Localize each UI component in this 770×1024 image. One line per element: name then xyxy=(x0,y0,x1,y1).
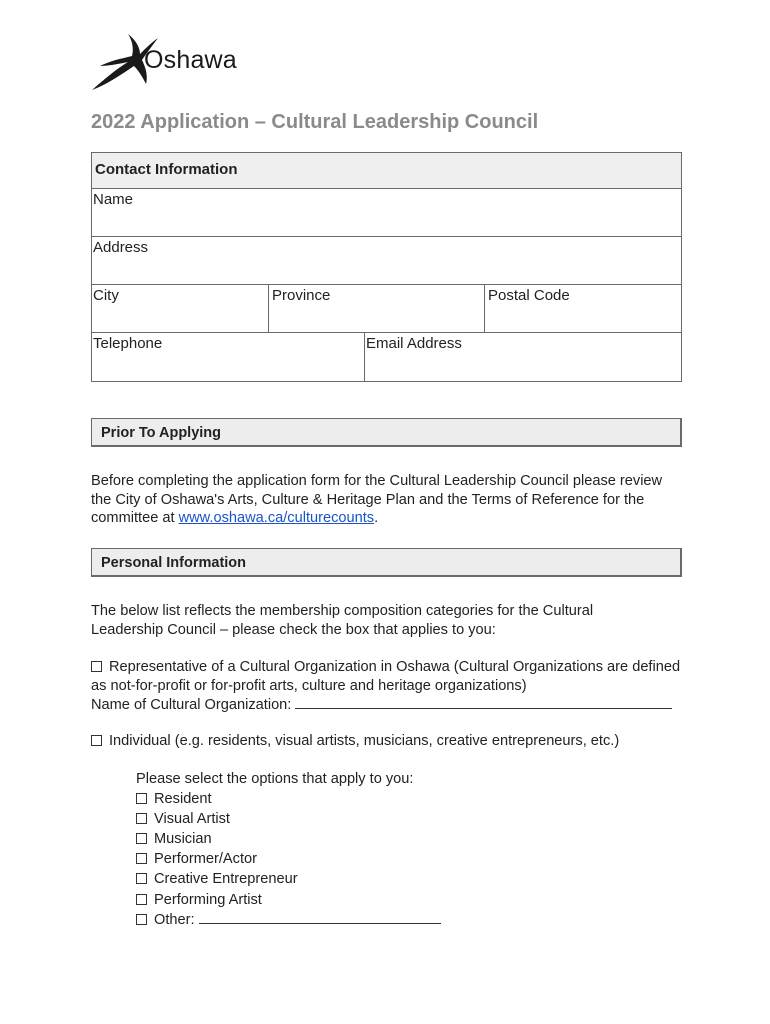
option-visual-artist xyxy=(136,809,441,829)
option-creative-entrepreneur xyxy=(136,869,441,889)
other-input[interactable] xyxy=(199,910,441,924)
logo-text: Oshawa xyxy=(144,45,237,74)
option-label: Resident xyxy=(154,791,212,808)
address-label: Address xyxy=(93,239,149,256)
option-musician xyxy=(136,829,441,849)
name-row[interactable] xyxy=(92,188,681,236)
musician-checkbox[interactable] xyxy=(136,833,147,844)
membership-intro-text: The below list reflects the membership composition categories for the Cultural Leadership Council – please check the box that applies to you: xyxy=(91,603,594,638)
prior-text-end: . xyxy=(374,510,379,526)
option-label: Performer/Actor xyxy=(154,851,257,868)
select-prompt: Please select the options that apply to you: xyxy=(136,771,414,787)
contact-information-header: Contact Information xyxy=(92,153,681,188)
postal-code-label: Postal Code xyxy=(488,287,570,304)
email-address-field[interactable] xyxy=(364,333,681,381)
culturecounts-link[interactable]: www.oshawa.ca/culturecounts xyxy=(178,510,375,526)
personal-information-header: Personal Information xyxy=(91,548,682,577)
province-label: Province xyxy=(272,287,331,304)
individual-options-list xyxy=(136,769,441,930)
province-field[interactable] xyxy=(268,285,484,332)
prior-text: Before completing the application form for the Cultural Leadership Council please review the City of Oshawa's Arts, Culture & Heritage Plan and the Terms of Reference for the committee at xyxy=(91,473,663,526)
city-label: City xyxy=(93,287,119,304)
name-label: Name xyxy=(93,191,134,208)
representative-option-label: Representative of a Cultural Organization in Oshawa (Cultural Organizations are defined as not-for-profit or for-profit arts, culture and heritage organizations) xyxy=(91,659,681,694)
performer-actor-checkbox[interactable] xyxy=(136,853,147,864)
option-label: Musician xyxy=(154,831,212,848)
representative-checkbox[interactable] xyxy=(91,661,102,672)
city-field[interactable] xyxy=(92,285,268,332)
option-performer-actor xyxy=(136,849,441,869)
telephone-email-row xyxy=(92,332,681,381)
address-field[interactable] xyxy=(92,237,681,284)
oshawa-logo xyxy=(88,30,237,94)
organization-name-input[interactable] xyxy=(295,695,672,709)
telephone-label: Telephone xyxy=(93,335,163,352)
prior-to-applying-text xyxy=(91,472,683,528)
other-checkbox[interactable] xyxy=(136,914,147,925)
performing-artist-checkbox[interactable] xyxy=(136,894,147,905)
postal-code-field[interactable] xyxy=(484,285,681,332)
option-resident xyxy=(136,789,441,809)
option-label: Other: xyxy=(154,911,195,928)
organization-name-row xyxy=(91,695,691,715)
telephone-field[interactable] xyxy=(92,333,364,381)
resident-checkbox[interactable] xyxy=(136,793,147,804)
option-label: Performing Artist xyxy=(154,891,262,908)
name-field[interactable] xyxy=(92,189,681,236)
option-label: Creative Entrepreneur xyxy=(154,871,298,888)
creative-entrepreneur-checkbox[interactable] xyxy=(136,873,147,884)
contact-information-table xyxy=(91,152,682,382)
representative-option xyxy=(91,658,683,695)
option-other xyxy=(136,910,441,930)
option-performing-artist xyxy=(136,890,441,910)
city-province-postal-row xyxy=(92,284,681,332)
individual-option xyxy=(91,732,691,751)
email-address-label: Email Address xyxy=(366,335,462,352)
page-title: 2022 Application – Cultural Leadership Council xyxy=(91,111,539,133)
organization-name-label: Name of Cultural Organization: xyxy=(91,697,292,713)
individual-checkbox[interactable] xyxy=(91,735,102,746)
address-row[interactable] xyxy=(92,236,681,284)
individual-option-label: Individual (e.g. residents, visual artists, musicians, creative entrepreneurs, etc.) xyxy=(109,733,620,749)
prior-to-applying-header: Prior To Applying xyxy=(91,418,682,447)
option-label: Visual Artist xyxy=(154,811,230,828)
visual-artist-checkbox[interactable] xyxy=(136,813,147,824)
